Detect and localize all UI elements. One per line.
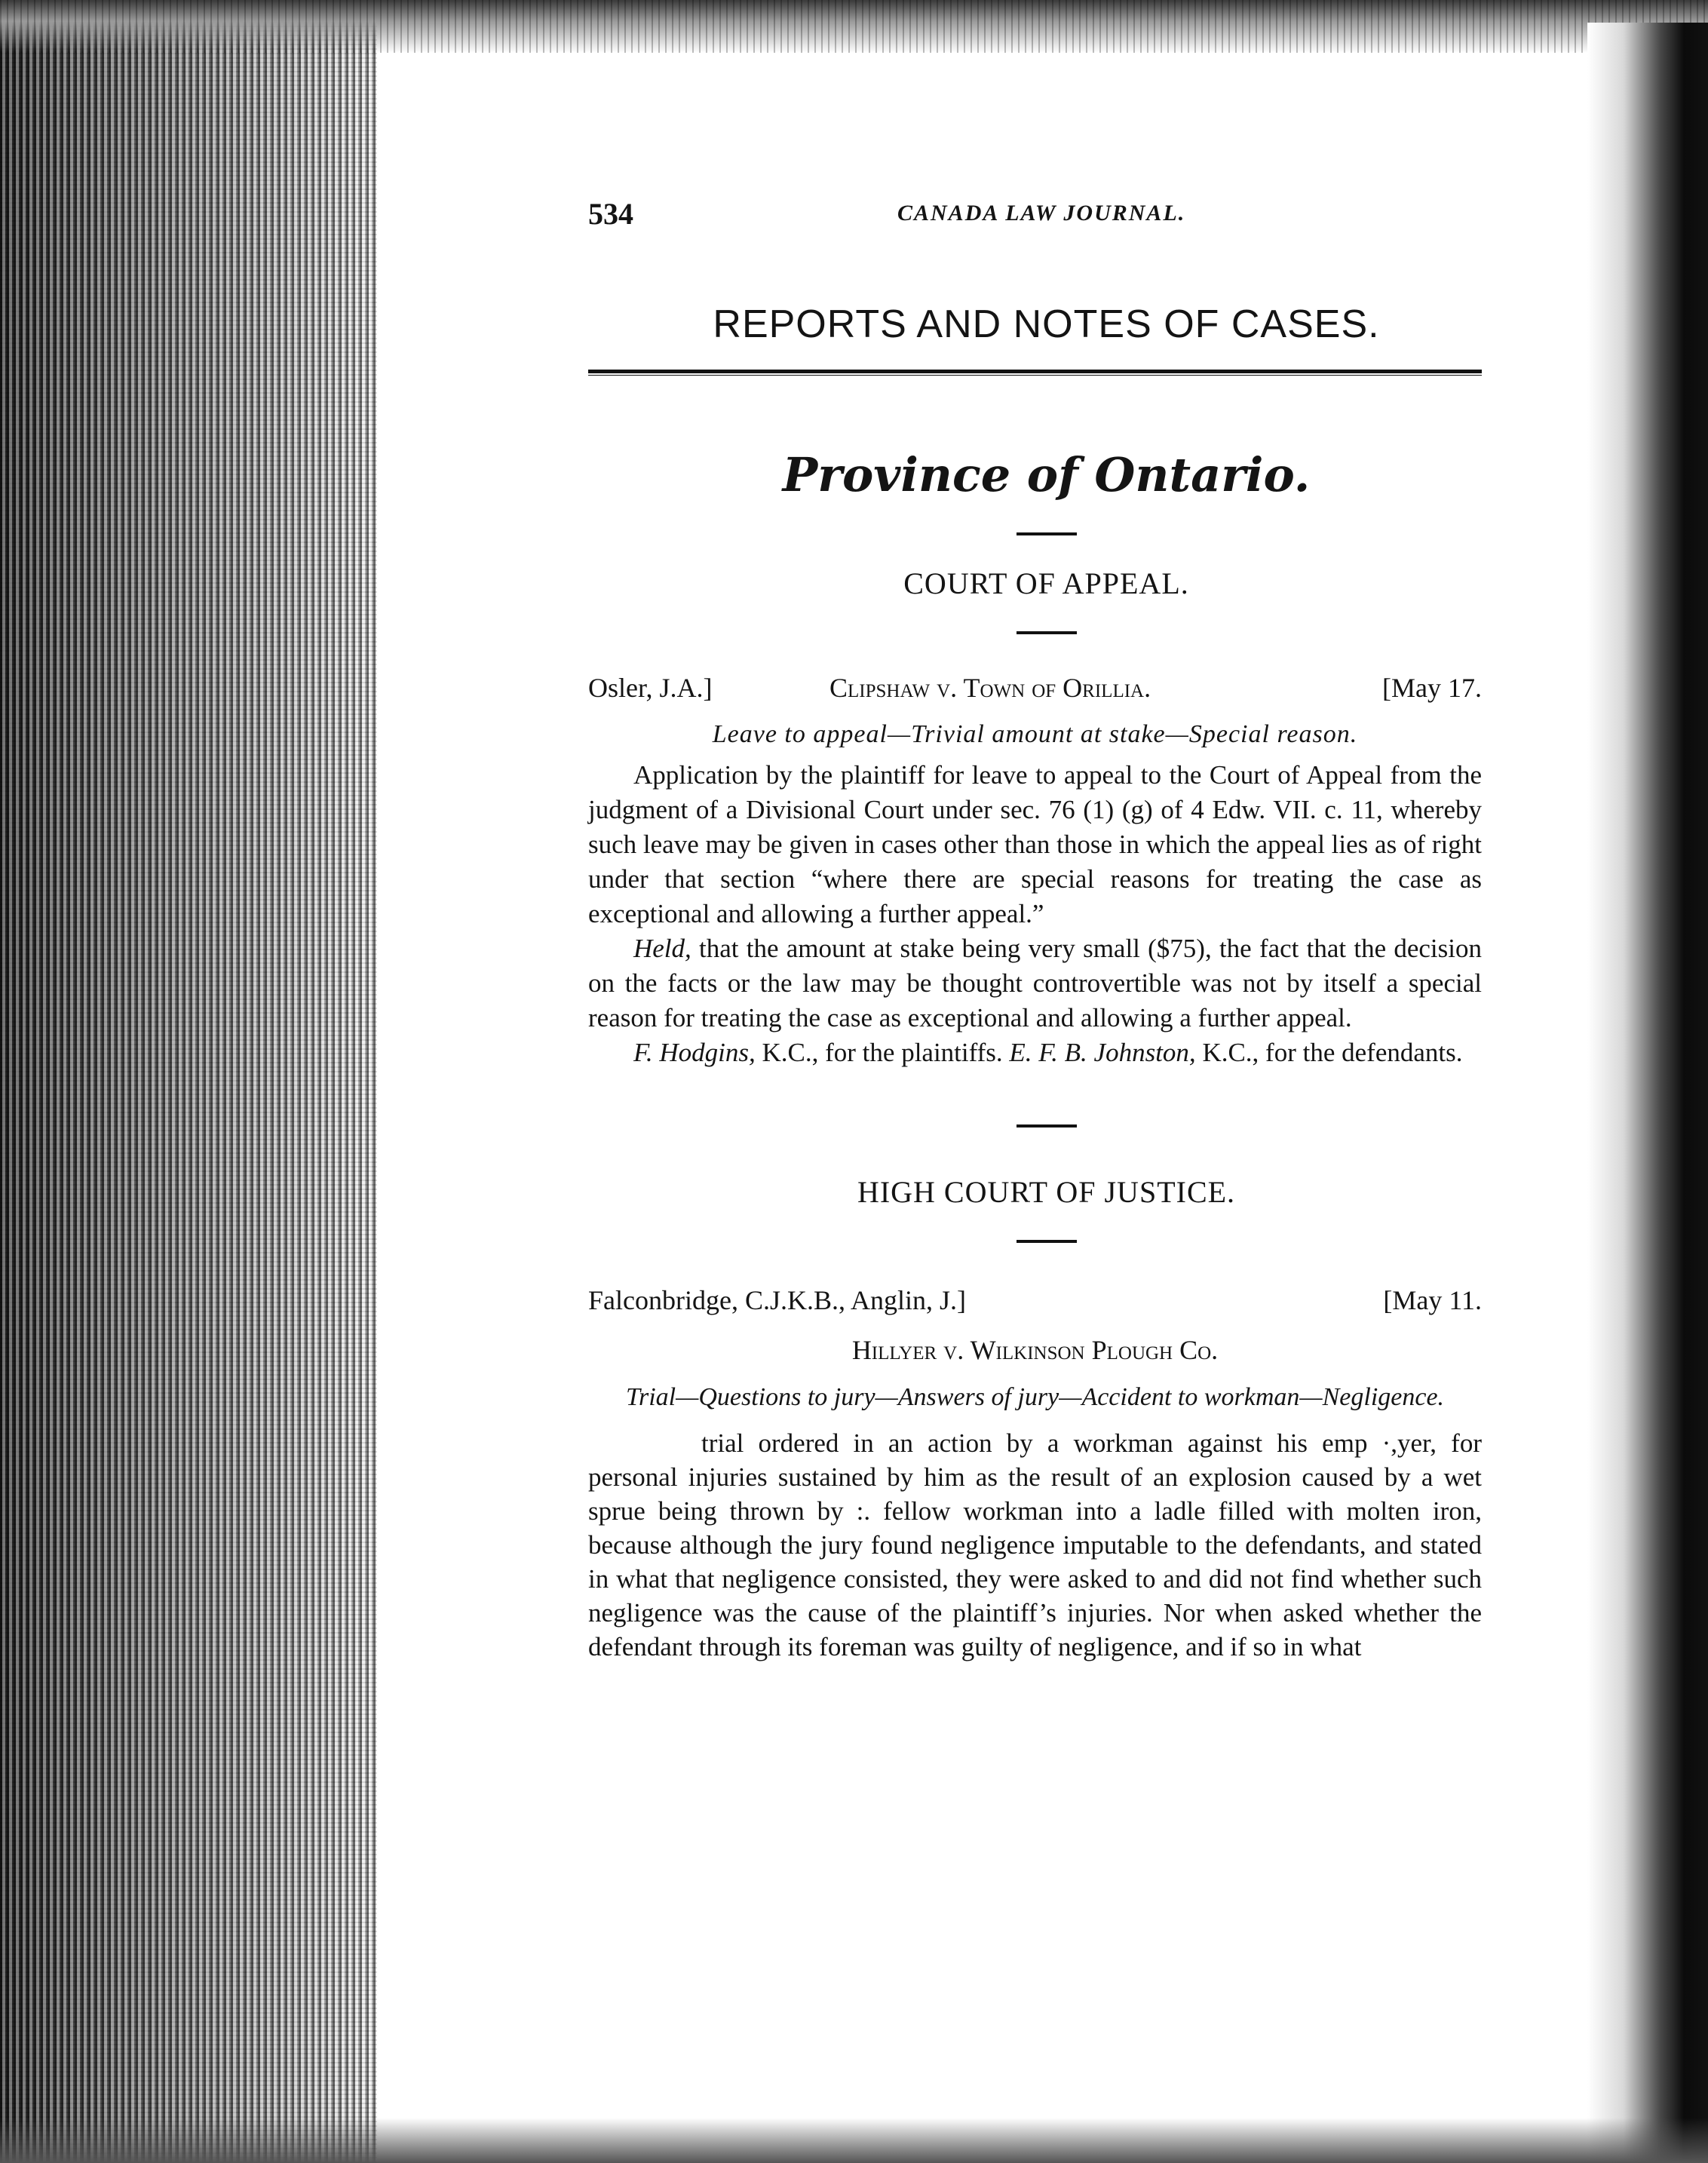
case-subject: Trial—Questions to jury—Answers of jury—Accident to workman—Negligence. xyxy=(625,1383,1445,1411)
short-rule xyxy=(1017,631,1077,634)
short-rule xyxy=(1017,532,1077,535)
held-paragraph xyxy=(588,931,1482,1035)
right-edge-shadow xyxy=(1587,23,1708,2163)
case-parties: Clipshaw v. Town of Orillia. xyxy=(829,673,1151,703)
case-subject: Leave to appeal—Trivial amount at stake—Special reason. xyxy=(712,720,1358,748)
book-binding-shadow xyxy=(0,0,377,2163)
section-rule xyxy=(588,370,1482,376)
counsel-name: F. Hodgins, xyxy=(633,1038,756,1067)
case-header xyxy=(588,1284,1482,1327)
held-text: that the amount at stake being very small ($75), the fact that the decision on the facts or the law may be thought controvertible was not by itself a special reason for treating the case as exceptional and allowing a further appeal. xyxy=(588,934,1482,1032)
case-body xyxy=(588,1426,1482,1664)
case-header xyxy=(588,672,1482,714)
journal-title: CANADA LAW JOURNAL. xyxy=(897,201,1186,226)
page-number: 534 xyxy=(588,197,633,231)
high-court-heading: HIGH COURT OF JUSTICE. xyxy=(857,1175,1236,1209)
judges: Falconbridge, C.J.K.B., Anglin, J.] xyxy=(588,1285,966,1315)
court-of-appeal-heading: COURT OF APPEAL. xyxy=(903,566,1189,600)
province-heading: Province of Ontario. xyxy=(782,447,1311,502)
case-parties: Hillyer v. Wilkinson Plough Co. xyxy=(851,1335,1219,1365)
counsel-role: K.C., for the plaintiffs. xyxy=(755,1038,1010,1067)
case-body xyxy=(588,758,1482,1070)
counsel-paragraph xyxy=(588,1035,1482,1070)
section-title: REPORTS AND NOTES OF CASES. xyxy=(713,302,1380,346)
counsel-role: K.C., for the defendants. xyxy=(1195,1038,1463,1067)
held-label: Held, xyxy=(633,934,691,963)
running-head xyxy=(588,196,1482,241)
bottom-edge-shadow xyxy=(0,2118,1708,2163)
counsel-name: E. F. B. Johnston, xyxy=(1009,1038,1196,1067)
short-rule xyxy=(1017,1124,1077,1128)
short-rule xyxy=(1017,1240,1077,1243)
case-paragraph: Application by the plaintiff for leave to appeal to the Court of Appeal from the judgment of a Divisional Court under sec. 76 (1) (g) of 4 Edw. VII. c. 11, whereby such leave may be given in cases other than those in which the appeal lies as of right under that section “where there are special reasons for treating the case as exceptional and allowing a further appeal.” xyxy=(588,760,1482,928)
judge: Osler, J.A.] xyxy=(588,673,713,703)
case-date: [May 11. xyxy=(1383,1285,1482,1315)
case-date: [May 17. xyxy=(1382,673,1482,703)
top-edge-shadow xyxy=(0,0,1708,53)
case-paragraph: trial ordered in an action by a workman against his emp ·,yer, for personal injuries sustained by him as the result of an explosion caused by a wet sprue being thrown by :. fellow workman into a ladle filled with molten iron, because although the jury found negligence imputable to the defendants, and stated in what that negligence consisted, they were asked to and did not find whether such negligence was the cause of the plaintiff’s injuries. Nor when asked whether the defendant through its foreman was guilty of negligence, and if so in what xyxy=(588,1428,1482,1661)
page-content xyxy=(588,196,1482,1664)
